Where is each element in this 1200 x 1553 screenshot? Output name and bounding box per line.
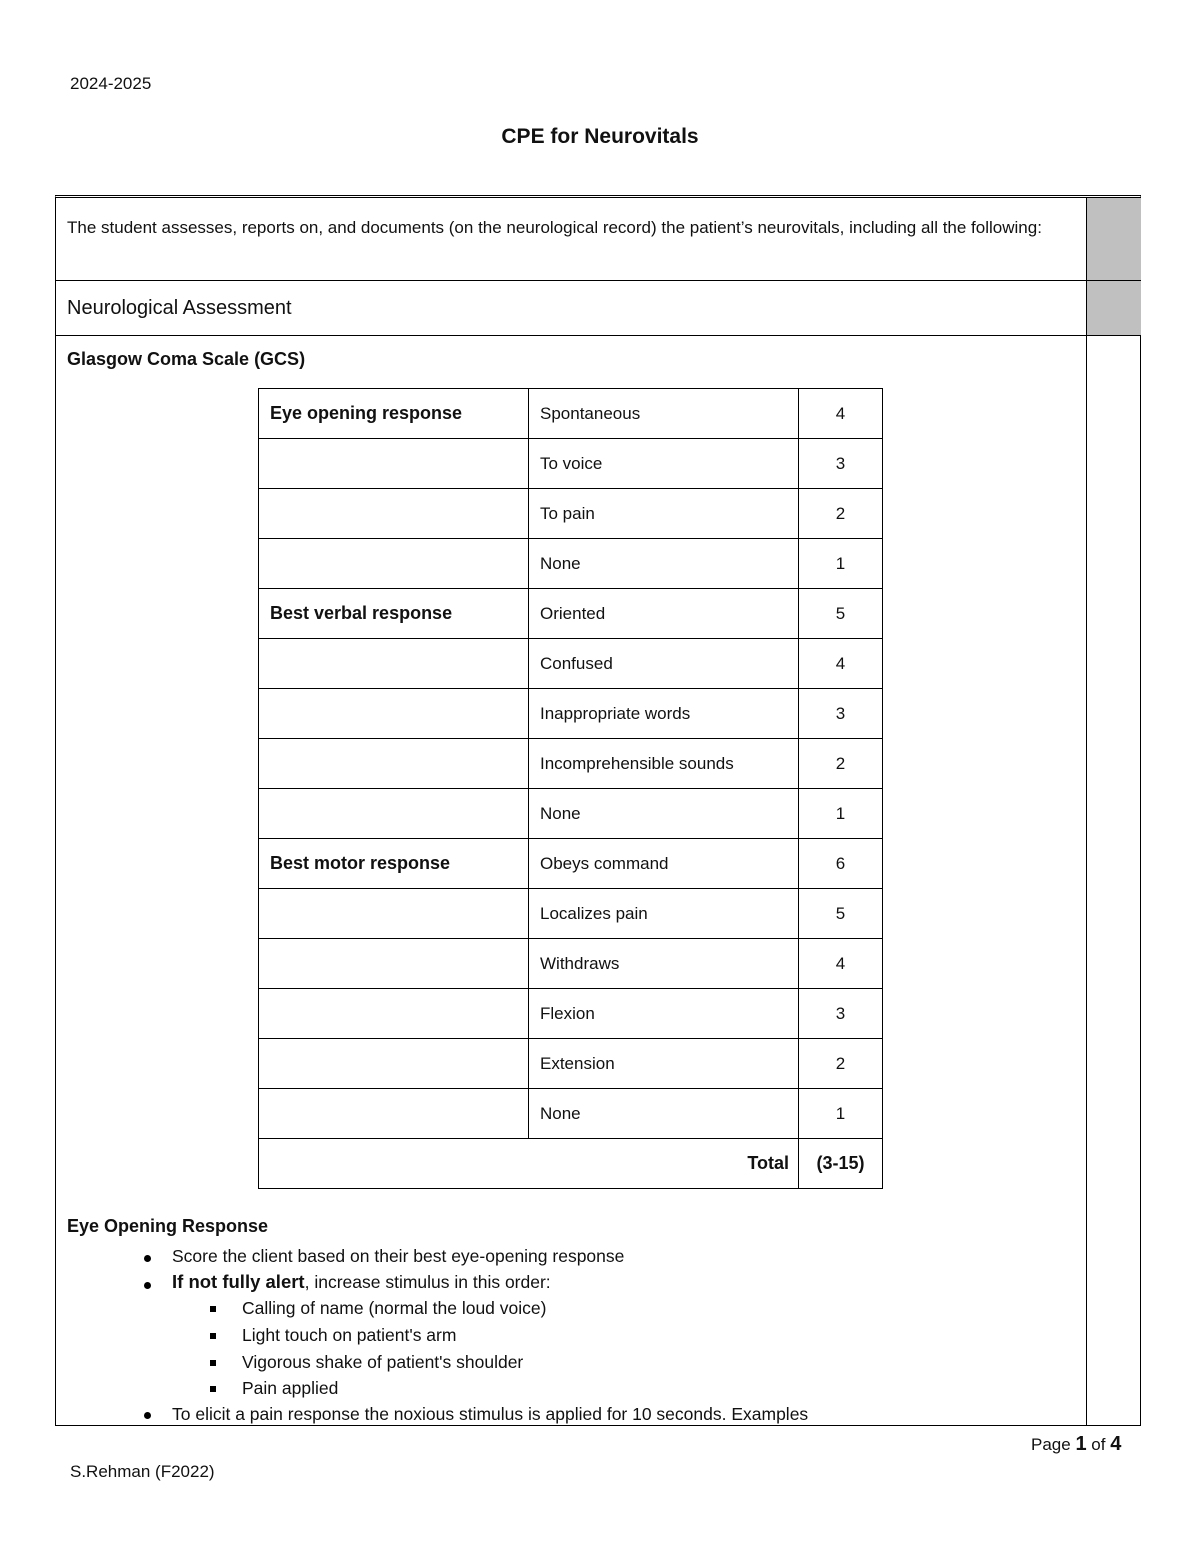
page-number [1031,1433,1121,1456]
bullet-item: To elicit a pain response the noxious stimulus is applied for 10 seconds. Examples [172,1404,809,1424]
gcs-row [259,1089,883,1139]
gcs-category-cell [259,789,529,839]
gcs-category-cell [259,489,529,539]
gcs-category-cell [259,889,529,939]
column-divider [1086,198,1087,1425]
bullet-icon [144,1282,151,1289]
gcs-response-cell: None [529,1089,799,1139]
intro-shaded-cell [1087,198,1141,280]
gcs-total-label: Total [259,1139,799,1189]
assessment-form-table [55,195,1141,1426]
gcs-category-cell: Best verbal response [259,589,529,639]
intro-text: The student assesses, reports on, and documents (on the neurological record) the patient’s neurovitals, including all the following: [67,218,1042,237]
gcs-category-cell [259,689,529,739]
section-shaded-cell [1087,281,1141,335]
gcs-response-cell: Flexion [529,989,799,1039]
gcs-row [259,539,883,589]
gcs-response-cell: Inappropriate words [529,689,799,739]
gcs-row [259,589,883,639]
bullet-item [172,1269,551,1295]
gcs-row [259,739,883,789]
page-title: CPE for Neurovitals [501,125,699,148]
gcs-response-cell: Oriented [529,589,799,639]
gcs-score-cell: 4 [799,639,883,689]
gcs-row [259,839,883,889]
square-bullet-icon [210,1306,216,1312]
sub-bullet-item: Light touch on patient's arm [242,1325,457,1345]
gcs-response-cell: Spontaneous [529,389,799,439]
gcs-row [259,1039,883,1089]
gcs-category-cell [259,1039,529,1089]
square-bullet-icon [210,1360,216,1366]
gcs-row [259,389,883,439]
bullet-icon [144,1255,151,1262]
gcs-row [259,939,883,989]
gcs-score-cell: 3 [799,439,883,489]
row-divider [56,335,1140,336]
sub-bullet-item: Pain applied [242,1378,339,1398]
gcs-category-cell [259,989,529,1039]
gcs-category-cell [259,1089,529,1139]
gcs-heading: Glasgow Coma Scale (GCS) [67,349,306,369]
gcs-score-cell: 3 [799,989,883,1039]
gcs-response-cell: Localizes pain [529,889,799,939]
gcs-response-cell: Extension [529,1039,799,1089]
page-current: 1 [1075,1433,1087,1455]
gcs-row [259,889,883,939]
sub-bullet-item: Vigorous shake of patient's shoulder [242,1352,524,1372]
square-bullet-icon [210,1333,216,1339]
gcs-response-cell: To voice [529,439,799,489]
footer-author: S.Rehman (F2022) [70,1462,215,1481]
gcs-row [259,489,883,539]
gcs-response-cell: None [529,539,799,589]
gcs-score-cell: 4 [799,389,883,439]
gcs-row [259,439,883,489]
page-total: 4 [1110,1433,1122,1455]
gcs-category-cell [259,439,529,489]
gcs-row [259,639,883,689]
gcs-category-cell: Best motor response [259,839,529,889]
document-year: 2024-2025 [70,74,152,93]
gcs-row [259,689,883,739]
bullet-rest: , increase stimulus in this order: [304,1272,551,1292]
gcs-row [259,989,883,1039]
gcs-category-cell [259,939,529,989]
gcs-score-cell: 1 [799,1089,883,1139]
gcs-response-cell: None [529,789,799,839]
gcs-response-cell: Confused [529,639,799,689]
gcs-score-cell: 1 [799,789,883,839]
gcs-total-row [259,1139,883,1189]
row-divider [56,280,1140,281]
gcs-category-cell: Eye opening response [259,389,529,439]
page-of: of [1091,1435,1106,1454]
bullet-bold-lead: If not fully alert [172,1271,305,1292]
gcs-category-cell [259,539,529,589]
gcs-score-cell: 4 [799,939,883,989]
gcs-score-cell: 3 [799,689,883,739]
gcs-score-cell: 2 [799,739,883,789]
gcs-category-cell [259,739,529,789]
section-title: Neurological Assessment [67,297,292,319]
gcs-row [259,789,883,839]
gcs-response-cell: Incomprehensible sounds [529,739,799,789]
gcs-total-value: (3-15) [799,1139,883,1189]
gcs-score-cell: 5 [799,589,883,639]
gcs-table [258,388,883,1189]
gcs-score-cell: 1 [799,539,883,589]
gcs-score-cell: 6 [799,839,883,889]
gcs-score-cell: 5 [799,889,883,939]
gcs-score-cell: 2 [799,1039,883,1089]
square-bullet-icon [210,1386,216,1392]
sub-bullet-item: Calling of name (normal the loud voice) [242,1298,547,1318]
gcs-response-cell: To pain [529,489,799,539]
gcs-response-cell: Obeys command [529,839,799,889]
eye-opening-heading: Eye Opening Response [67,1216,269,1236]
gcs-category-cell [259,639,529,689]
gcs-score-cell: 2 [799,489,883,539]
page-prefix: Page [1031,1435,1071,1454]
gcs-response-cell: Withdraws [529,939,799,989]
bullet-item: Score the client based on their best eye-opening response [172,1246,625,1266]
bullet-icon [144,1412,151,1419]
